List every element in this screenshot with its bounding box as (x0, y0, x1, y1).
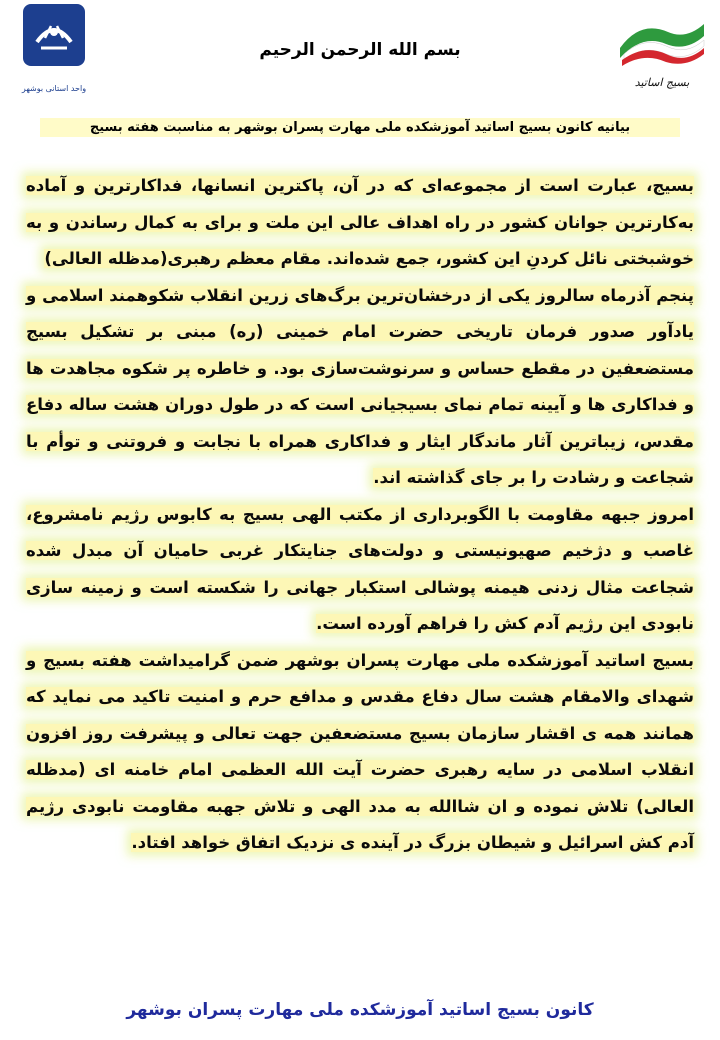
paragraph-1: بسیج، عبارت است از مجموعه‌ای که در آن، پاکترین انسانها، فداکارترین و آماده به‌کارترین جوانان کشور در راه اهداف عالی این ملت و برای به کمال رساندن و به خوشبختی نائل کردنِ این کشور، جمع شده‌اند. مقام معظم رهبری(مدظله العالی) (26, 176, 694, 268)
paragraph-4: بسیج اساتید آموزشکده ملی مهارت پسران بوشهر ضمن گرامیداشت هفته بسیج و شهدای والامقام هشت سال دفاع مقدس و مدافع حرم و امنیت تاکید می نماید که همانند همه ی اقشار سازمان بسیج مستضعفین جهت تعالی و پیشرفت روز افزون انقلاب اسلامی در سایه رهبری حضرت آیت الله العظمی امام خامنه ای (مدظله العالی) تلاش نموده و ان شاالله به مدد الهی و تلاش جهبه مقاومت نابودی رژیم آدم کش اسرائیل و شیطان بزرگ در آینده ی نزدیک اتفاق خواهد افتاد. (26, 650, 694, 852)
signature: کانون بسیج اساتید آموزشکده ملی مهارت پسران بوشهر (126, 1000, 594, 1020)
university-logo-caption: واحد استانی بوشهر (21, 84, 87, 93)
paragraph-3: امروز جبهه مقاومت با الگوبرداری از مکتب الهی بسیج به کابوس رژیم نامشروع، غاصب و دژخیم صهیونیستی و دولت‌های جنایتکار غربی حامیان آن مبدل شده شجاعت مثال زدنی هیمنه پوشالی استکبار جهانی را شکسته است و زمینه سازی نابودی این رژیم آدم کش را فراهم آورده است. (26, 504, 694, 633)
statement-body (26, 168, 694, 862)
basij-logo-caption: بسیج اساتید (634, 76, 690, 89)
statement-title: بیانیه کانون بسیج اساتید آموزشکده ملی مهارت پسران بوشهر به مناسبت هفته بسیج (40, 118, 680, 137)
bismillah-heading: بسم الله الرحمن الرحیم (259, 40, 461, 60)
paragraph-2: پنجم آذرماه سالروز یکی از درخشان‌ترین برگ‌های زرین انقلاب شکوهمند اسلامی و یادآور صدور فرمان تاریخی حضرت امام خمینی (ره) مبنی بر تشکیل بسیج مستضعفین در مقطع حساس و سرنوشت‌سازی بود. و خاطره پر شکوه مجاهدت ها و فداکاری ها و آیینه تمام نمای بسیجیانی است که در طول دوران هشت ساله دفاع مقدس، زیباترین آثار ماندگار ایثار و فداکاری همراه با نجابت و فروتنی و توأم با شجاعت و رشادت را بر جای گذاشته اند. (26, 285, 694, 487)
